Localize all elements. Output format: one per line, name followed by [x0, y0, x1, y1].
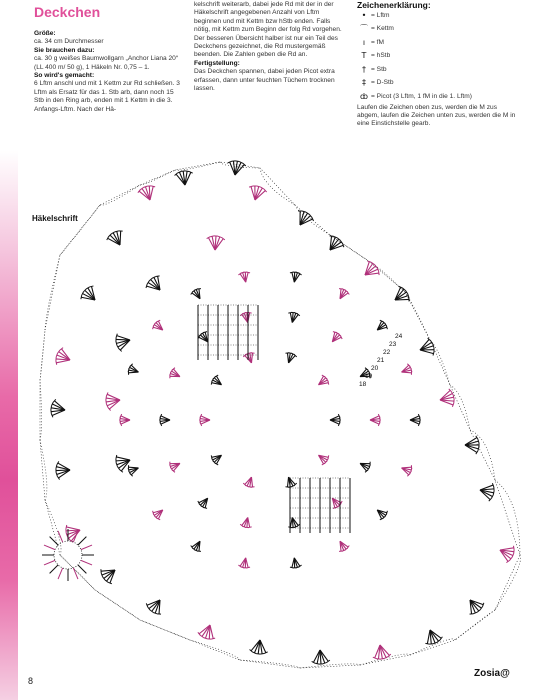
inner-stitch-fan-bar — [203, 332, 207, 333]
pink-stitch-fan-bar — [144, 186, 148, 187]
stitch-fan — [427, 630, 430, 644]
legend-note: Laufen die Zeichen oben zus, werden die M zus abgem, laufen die Zeichen unten zus, werden die M in eine Einstichstelle gearb. — [357, 103, 516, 128]
legend-label: = Picot (3 Lftm, 1 fM in die 1. Lftm) — [371, 92, 472, 100]
stitch-fan — [465, 445, 478, 449]
pink-stitch-fan — [215, 239, 223, 250]
legend-title: Zeichenerklärung: — [357, 0, 431, 10]
inner-stitch-fan — [128, 467, 138, 468]
round-number: 18 — [359, 381, 367, 388]
stitch-fan-bar — [302, 211, 306, 212]
pink-stitch-fan — [56, 360, 70, 363]
chain-arc — [45, 255, 60, 330]
stitch-fan-bar — [146, 603, 147, 607]
stitch-fan-bar — [81, 295, 82, 299]
pink-stitch-fan-bar — [514, 546, 515, 550]
stitch-fan-bar — [185, 171, 189, 172]
pink-stitch-fan-bar — [453, 395, 454, 399]
body-text: ca. 34 cm Durchmesser — [34, 38, 104, 46]
stitch-fan-bar — [433, 642, 437, 643]
round-number: 23 — [389, 341, 397, 348]
section-heading: Größe: — [34, 30, 56, 37]
stitch-fan — [465, 438, 477, 445]
stitch-fan-bar — [101, 573, 102, 577]
pink-stitch-fan-bar — [218, 236, 222, 237]
round-number: 20 — [371, 365, 379, 372]
center-ring — [54, 541, 82, 569]
pink-stitch-fan-bar — [379, 271, 380, 275]
chain-arc — [495, 555, 521, 610]
pink-stitch-fan-bar — [452, 403, 453, 407]
page-title: Deckchen — [34, 4, 101, 20]
stitch-fan-bar — [116, 455, 117, 459]
pink-stitch-fan — [149, 186, 150, 200]
pink-stitch-fan-bar — [211, 638, 215, 639]
inner-stitch-fan — [290, 517, 292, 527]
stitch-fan — [320, 650, 328, 661]
stitch-fan-bar — [108, 582, 112, 583]
chain-arc — [260, 168, 295, 205]
body-text: 6 Lftm anschl und mit 1 Kettm zur Rd schließen. 3 Lftm als Ersatz für das 1. Stb arb, dann noch 15 Stb in den Ring arb, enden mit 1 Kettm in die 3. Anfangs-Lftm. Nach der Hä- — [34, 80, 180, 113]
round-number: 24 — [395, 333, 403, 340]
legend-label: = Lftm — [371, 11, 390, 19]
stitch-fan — [120, 231, 121, 245]
picot-symbol: ȸ — [360, 91, 368, 101]
inner-stitch-fan — [287, 477, 288, 487]
pink-stitch-fan-bar — [106, 396, 107, 400]
ring-stitch — [81, 545, 92, 550]
inner-stitch-fan-bar — [328, 381, 329, 385]
legend-label: = Kettm — [371, 25, 394, 33]
page-number: 8 — [28, 676, 34, 686]
round-number: 22 — [383, 349, 391, 356]
stitch-fan-bar — [425, 643, 429, 644]
slip-stitch-symbol: ⌒ — [360, 24, 368, 34]
stitch-fan-bar — [256, 654, 260, 655]
double-treble-symbol: ‡ — [362, 78, 366, 88]
stitch-fan-bar — [315, 663, 319, 664]
stitch-fan-bar — [146, 284, 147, 288]
legend-label: = Stb — [371, 65, 387, 73]
pink-stitch-fan-bar — [204, 638, 208, 639]
stitch-fan — [395, 299, 409, 300]
stitch-fan-bar — [181, 171, 185, 172]
pink-stitch-fan — [210, 625, 213, 639]
inner-stitch-fan-bar — [153, 511, 154, 515]
stitch-fan-bar — [235, 161, 239, 162]
stitch-fan-bar — [228, 161, 232, 163]
watermark: Zosia@ — [474, 668, 510, 679]
pink-stitch-fan-bar — [66, 525, 67, 529]
pink-stitch-fan-bar — [56, 353, 57, 357]
round-number: 19 — [365, 373, 373, 380]
ring-stitch — [50, 537, 58, 545]
diagram-label: Häkelschrift — [32, 214, 78, 223]
pink-stitch-fan — [500, 548, 514, 550]
pink-stitch-fan-bar — [151, 186, 155, 187]
inner-stitch-fan — [402, 372, 412, 373]
double-crochet-symbol: † — [362, 64, 366, 74]
pink-stitch-fan-bar — [373, 657, 377, 659]
stitch-fan-bar — [323, 662, 327, 663]
stitch-fan — [420, 350, 434, 354]
legend-label: = hStb — [371, 52, 391, 60]
section-heading: So wird's gemacht: — [34, 72, 95, 80]
stitch-fan — [465, 441, 478, 445]
ring-stitch — [44, 560, 55, 565]
stitch-fan-bar — [493, 491, 494, 495]
inner-stitch-fan — [251, 353, 252, 363]
stitch-fan-bar — [116, 334, 117, 338]
ring-stitch — [44, 545, 55, 550]
stitch-fan — [58, 470, 70, 478]
stitch-fan-bar — [478, 439, 479, 443]
stitch-fan — [465, 445, 477, 452]
stitch-fan-bar — [473, 612, 477, 614]
pink-stitch-fan-bar — [249, 186, 253, 187]
pink-stitch-fan — [150, 186, 153, 200]
pink-stitch-fan-bar — [56, 361, 57, 365]
body-text: Das Deckchen spannen, dabei jeden Picot extra erfassen, dann unter feuchten Tüchern trocknen lassen. — [194, 68, 335, 93]
stitch-fan-bar — [56, 465, 57, 469]
stitch-fan-bar — [478, 447, 479, 451]
pink-stitch-fan-bar — [106, 400, 107, 404]
pink-stitch-fan-bar — [380, 658, 384, 659]
stitch-fan-bar — [51, 406, 52, 410]
chain-arc — [40, 330, 45, 380]
body-text: ca. 30 g weißes Baumwollgarn „Anchor Liana 20“ (LL 400 m/ 50 g), 1 Häkeln Nr. 0,75 – 1. — [34, 55, 179, 71]
stitch-fan-bar — [116, 341, 117, 345]
stitch-fan-bar — [56, 473, 57, 477]
half-double-symbol: T — [361, 51, 367, 61]
ring-stitch — [58, 531, 63, 542]
stitch-fan-bar — [260, 654, 264, 655]
stitch-fan-bar — [343, 243, 344, 247]
ring-stitch — [78, 565, 86, 573]
ring-stitch — [78, 537, 86, 545]
inner-stitch-fan-bar — [211, 455, 212, 459]
pink-stitch-fan-bar — [66, 533, 67, 537]
stitch-fan-bar — [153, 612, 157, 613]
chain-arc — [240, 660, 300, 668]
doily-outline — [40, 162, 520, 668]
section-heading: Fertigstellung: — [194, 59, 240, 67]
legend-label: = fM — [371, 38, 385, 46]
body-text: kelschrift weiterarb, dabei jede Rd mit der in der Häkelschrift angegebenen Anzahl von Lftm beginnen und mit Kettm bzw hStb enden. Falls nötig, mit Kettm zum Beginn der folg Rd vorgehen. Der besseren Übersicht halber ist nur ein Teil des Deckchens gezeichnet, die Rd mustergemäß beenden. Die Zahlen geben die Rd an. — [194, 1, 342, 59]
legend-label: = D-Stb — [371, 79, 394, 87]
stitch-fan — [116, 457, 130, 460]
chain-arc — [300, 664, 360, 668]
single-crochet-symbol: ı — [362, 37, 366, 47]
chain-arc — [495, 480, 520, 555]
stitch-fan — [56, 470, 70, 471]
chain-stitch-symbol: • — [361, 10, 367, 20]
section-heading: Sie brauchen dazu: — [34, 46, 95, 54]
pink-stitch-fan-bar — [257, 186, 261, 187]
round-number: 21 — [377, 357, 385, 364]
stitch-fan-bar — [483, 603, 484, 607]
inner-stitch-fan-bar — [290, 567, 294, 568]
ring-stitch — [50, 565, 58, 573]
ring-stitch — [81, 560, 92, 565]
chain-arc — [450, 385, 470, 430]
stitch-fan-bar — [433, 352, 434, 356]
pink-stitch-fan-bar — [210, 236, 214, 237]
stitch-fan-bar — [90, 286, 94, 287]
inner-stitch-fan-bar — [386, 325, 387, 329]
stitch-fan-bar — [492, 483, 493, 487]
ring-stitch — [58, 568, 63, 579]
stitch-fan-bar — [116, 463, 117, 467]
inner-stitch-fan-bar — [246, 272, 250, 273]
stitch-fan-bar — [115, 231, 119, 232]
stitch-fan-bar — [156, 276, 160, 277]
pink-stitch-fan-bar — [367, 261, 371, 262]
ring-stitch — [73, 568, 78, 579]
